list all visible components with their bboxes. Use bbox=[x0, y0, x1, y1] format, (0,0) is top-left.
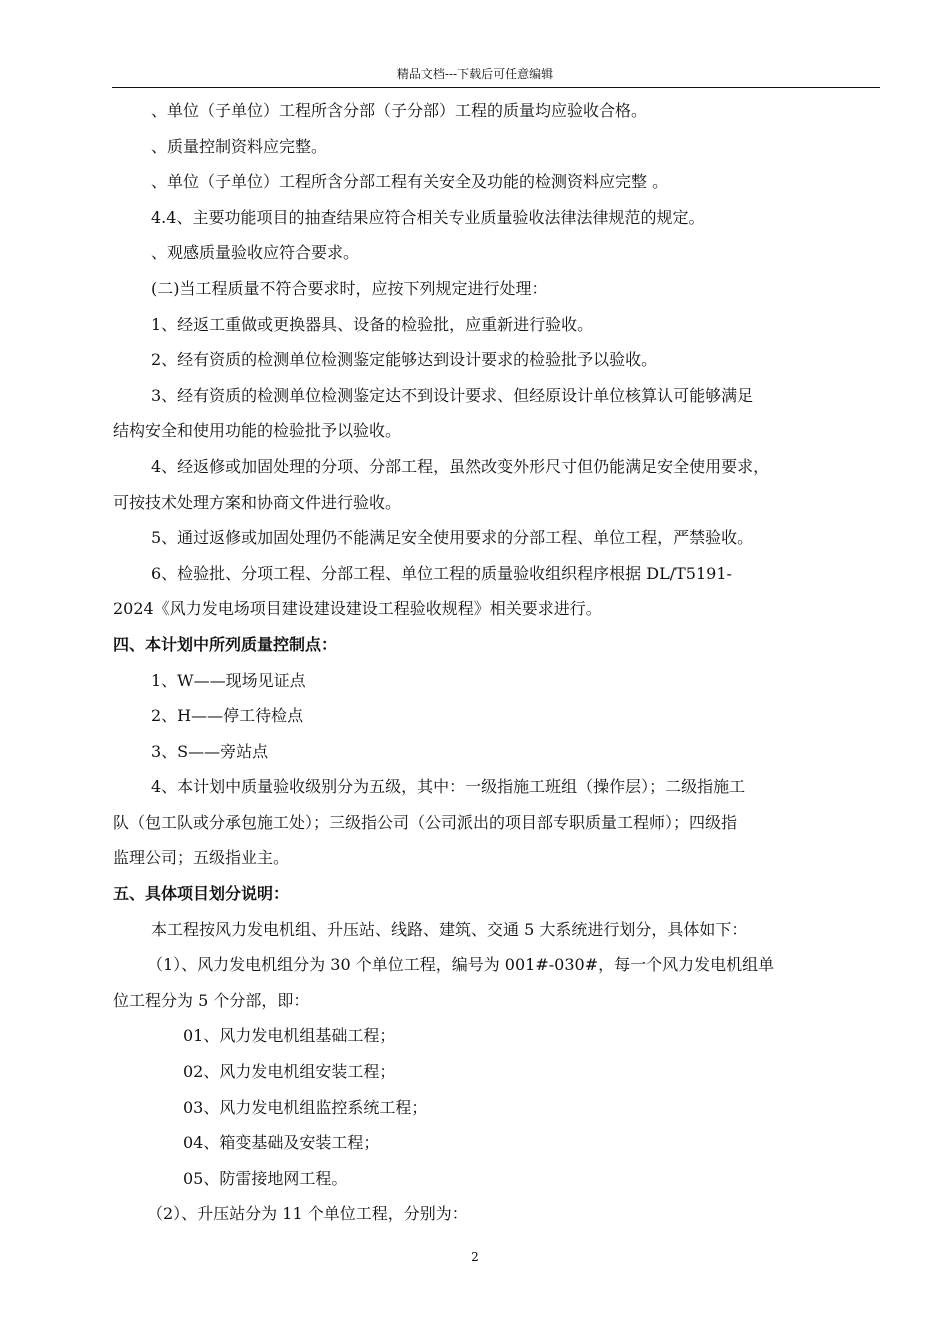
header-rule bbox=[112, 87, 880, 88]
paragraph: 1、经返工重做或更换器具、设备的检验批，应重新进行验收。 bbox=[151, 314, 594, 334]
list-item: 2、H——停工待检点 bbox=[151, 706, 304, 726]
paragraph: 、质量控制资料应完整。 bbox=[151, 136, 328, 156]
document-body bbox=[113, 93, 879, 1232]
paragraph: （1）、风力发电机组分为 30 个单位工程，编号为 001#-030#，每一个风力发电机组单 bbox=[147, 955, 775, 975]
list-item: 05、防雷接地网工程。 bbox=[183, 1168, 348, 1188]
section-heading: 五、具体项目划分说明： bbox=[113, 884, 290, 904]
paragraph-continuation: 位工程分为 5 个分部，即： bbox=[113, 990, 310, 1010]
list-item: 04、箱变基础及安装工程； bbox=[183, 1133, 380, 1153]
list-item: 01、风力发电机组基础工程； bbox=[183, 1026, 396, 1046]
paragraph: 3、经有资质的检测单位检测鉴定达不到设计要求、但经原设计单位核算认可能够满足 bbox=[151, 385, 754, 405]
paragraph: 、单位（子单位）工程所含分部（子分部）工程的质量均应验收合格。 bbox=[151, 101, 648, 120]
list-item: 03、风力发电机组监控系统工程； bbox=[183, 1097, 428, 1117]
paragraph-continuation: 队（包工队或分承包施工处）；三级指公司（公司派出的项目部专职质量工程师）；四级指 bbox=[113, 812, 738, 832]
paragraph: 2、经有资质的检测单位检测鉴定能够达到设计要求的检验批予以验收。 bbox=[151, 350, 658, 370]
paragraph: 5、通过返修或加固处理仍不能满足安全使用要求的分部工程、单位工程，严禁验收。 bbox=[151, 528, 754, 548]
page-number: 2 bbox=[471, 1250, 479, 1264]
paragraph-continuation: 结构安全和使用功能的检验批予以验收。 bbox=[113, 421, 402, 441]
paragraph: 、单位（子单位）工程所含分部工程有关安全及功能的检测资料应完整 。 bbox=[151, 172, 669, 192]
paragraph: (二)当工程质量不符合要求时，应按下列规定进行处理： bbox=[151, 278, 548, 298]
list-item: 3、S——旁站点 bbox=[151, 741, 269, 761]
paragraph-continuation: 可按技术处理方案和协商文件进行验收。 bbox=[113, 492, 402, 512]
page-header: 精品文档---下载后可任意编辑 bbox=[396, 67, 554, 81]
paragraph-continuation: 2024《风力发电场项目建设建设建设工程验收规程》相关要求进行。 bbox=[113, 599, 602, 619]
list-item: 4、本计划中质量验收级别分为五级，其中：一级指施工班组（操作层）；二级指施工 bbox=[151, 777, 746, 797]
paragraph: （2）、升压站分为 11 个单位工程，分别为： bbox=[147, 1204, 468, 1224]
paragraph: 4.4、主要功能项目的抽查结果应符合相关专业质量验收法律法律规范的规定。 bbox=[151, 207, 705, 227]
list-item: 1、W——现场见证点 bbox=[151, 670, 306, 690]
paragraph-continuation: 监理公司；五级指业主。 bbox=[113, 848, 290, 868]
paragraph: 4、经返修或加固处理的分项、分部工程，虽然改变外形尺寸但仍能满足安全使用要求， bbox=[151, 456, 770, 476]
paragraph: 、观感质量验收应符合要求。 bbox=[151, 243, 360, 263]
paragraph: 6、检验批、分项工程、分部工程、单位工程的质量验收组织程序根据 DL/T5191- bbox=[151, 563, 732, 583]
list-item: 02、风力发电机组安装工程； bbox=[183, 1062, 396, 1082]
paragraph: 本工程按风力发电机组、升压站、线路、建筑、交通 5 大系统进行划分，具体如下： bbox=[151, 919, 748, 939]
section-heading: 四、本计划中所列质量控制点： bbox=[113, 634, 338, 654]
